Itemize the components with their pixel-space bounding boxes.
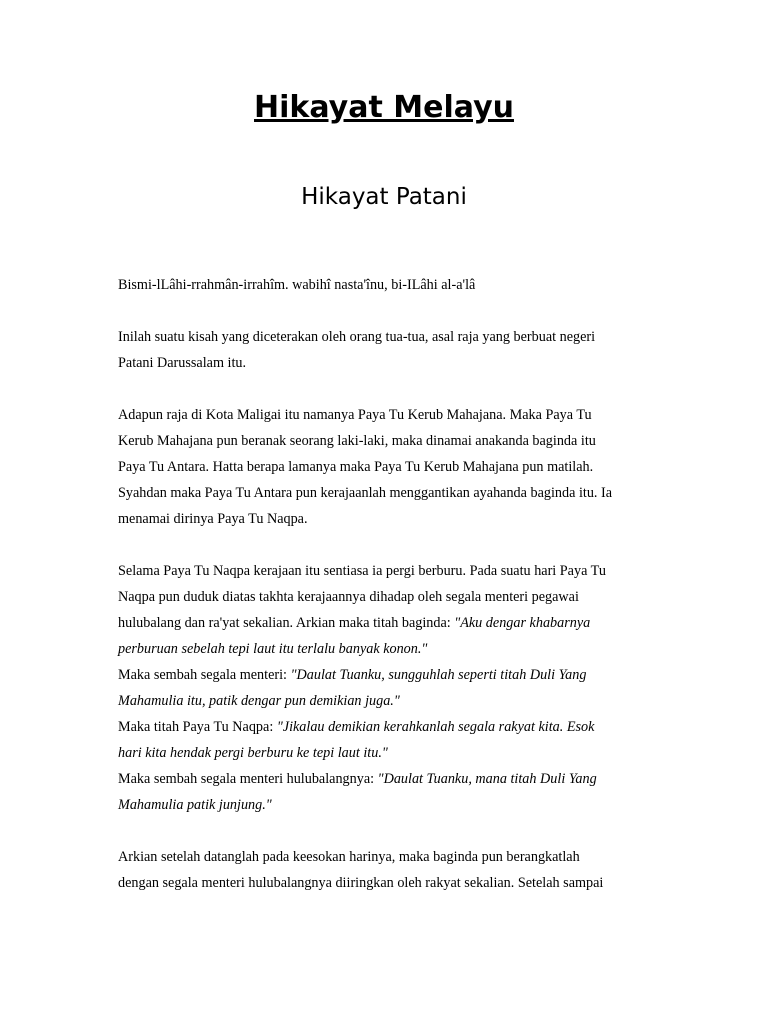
text-line: Inilah suatu kisah yang diceterakan oleh orang tua-tua, asal raja yang berbuat negeri xyxy=(118,329,596,345)
narration-text: hulubalang dan ra'yat sekalian. Arkian maka titah baginda: xyxy=(118,615,455,631)
text-line xyxy=(118,714,658,740)
text-line xyxy=(118,662,658,688)
document-body xyxy=(118,272,658,922)
text-line: Selama Paya Tu Naqpa kerajaan itu sentiasa ia pergi berburu. Pada suatu hari Paya Tu xyxy=(118,563,606,579)
text-line: Syahdan maka Paya Tu Antara pun kerajaanlah menggantikan ayahanda baginda itu. Ia xyxy=(118,485,613,501)
paragraph-bismillah xyxy=(118,272,658,298)
document-title: Hikayat Melayu xyxy=(254,90,514,125)
quoted-speech: "Jikalau demikian kerahkanlah segala rakyat kita. Esok xyxy=(276,719,595,735)
quoted-speech-line: hari kita hendak pergi berburu ke tepi laut itu." xyxy=(118,745,388,761)
quoted-speech-line: Mahamulia itu, patik dengar pun demikian juga." xyxy=(118,693,400,709)
text-line xyxy=(118,766,658,792)
paragraph-kota-maligai xyxy=(118,402,658,532)
text-line: Arkian setelah datanglah pada keesokan harinya, maka baginda pun berangkatlah xyxy=(118,849,580,865)
text-line xyxy=(118,610,658,636)
text-line: Naqpa pun duduk diatas takhta kerajaannya dihadap oleh segala menteri pegawai xyxy=(118,589,579,605)
quoted-speech-line: Mahamulia patik junjung." xyxy=(118,797,272,813)
narration-text: Maka titah Paya Tu Naqpa: xyxy=(118,719,277,735)
text-line: Paya Tu Antara. Hatta berapa lamanya maka Paya Tu Kerub Mahajana pun matilah. xyxy=(118,459,594,475)
text-line: Adapun raja di Kota Maligai itu namanya Paya Tu Kerub Mahajana. Maka Paya Tu xyxy=(118,407,592,423)
text-line: Bismi-lLâhi-rrahmân-irrahîm. wabihî nasta'înu, bi-ILâhi al-a'lâ xyxy=(118,277,476,293)
narration-text: Maka sembah segala menteri: xyxy=(118,667,291,683)
text-line: Patani Darussalam itu. xyxy=(118,355,247,371)
text-line: dengan segala menteri hulubalangnya diiringkan oleh rakyat sekalian. Setelah sampai xyxy=(118,875,604,891)
paragraph-berburu xyxy=(118,558,658,818)
narration-text: Maka sembah segala menteri hulubalangnya: xyxy=(118,771,378,787)
quoted-speech: "Daulat Tuanku, mana titah Duli Yang xyxy=(377,771,597,787)
quoted-speech: "Aku dengar khabarnya xyxy=(454,615,591,631)
document-subtitle: Hikayat Patani xyxy=(301,184,467,210)
quoted-speech-line: perburuan sebelah tepi laut itu terlalu banyak konon." xyxy=(118,641,428,657)
text-line: menamai dirinya Paya Tu Naqpa. xyxy=(118,511,308,527)
quoted-speech: "Daulat Tuanku, sungguhlah seperti titah Duli Yang xyxy=(290,667,587,683)
paragraph-arkian xyxy=(118,844,658,896)
paragraph-intro xyxy=(118,324,658,376)
text-line: Kerub Mahajana pun beranak seorang laki-laki, maka dinamai anakanda baginda itu xyxy=(118,433,596,449)
